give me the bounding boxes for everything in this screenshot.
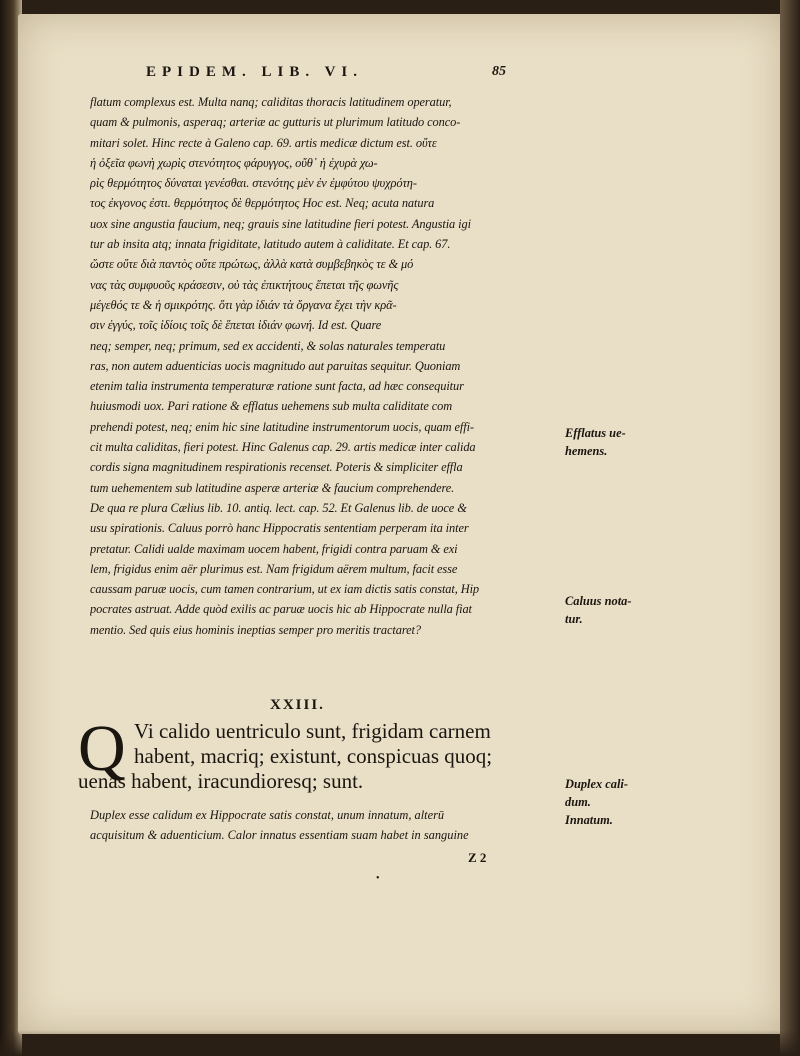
text-line: tum uehementem sub latitudine asperæ arteriæ & faucium comprehendere. — [90, 480, 455, 495]
text-line: De qua re plura Cælius lib. 10. antiq. lect. cap. 52. Et Galenus lib. de uoce & — [90, 500, 467, 515]
text-line: cordis signa magnitudinem respirationis recenset. Poteris & simpliciter effla — [90, 460, 463, 475]
ink-dot: • — [376, 873, 380, 884]
text-line: quam & pulmonis, asperaq; arteriæ ac gutturis ut plurimum latitudo conco- — [90, 115, 461, 130]
page-bottom-shadow — [0, 1030, 800, 1056]
aphorism-text — [78, 719, 564, 794]
text-line: neq; semper, neq; primum, sed ex accidenti, & solas naturales temperatu — [90, 338, 446, 353]
text-line: μέγεθός τε & ἡ σμικρότης. ὅτι γὰρ ἰδιάν τὰ ὄργανα ἔχει τὴν κρᾶ- — [90, 297, 397, 312]
text-line: mentio. Sed quis eius hominis ineptias semper pro meritis tractaret? — [90, 622, 421, 637]
margin-note-line: dum. — [565, 795, 591, 809]
page-edge — [780, 0, 800, 1056]
text-line: usu spirationis. Caluus porrò hanc Hippocratis sententiam perperam ita inter — [90, 521, 469, 536]
text-line: uox sine angustia faucium, neq; grauis sine latitudine fieri potest. Angustia igi — [90, 216, 471, 231]
drop-cap-initial: Q — [78, 712, 126, 785]
chapter-number: XXIII. — [270, 697, 325, 713]
margin-note-line: Caluus nota- — [565, 594, 632, 608]
text-line: etenim talia instrumenta temperaturæ ratione sunt facta, ad hæc consequitur — [90, 379, 464, 394]
margin-note-line: hemens. — [565, 444, 608, 458]
text-line: τος ἐκγονος ἐστι. θερμότητος δὲ θερμότητος Hoc est. Neq; acuta natura — [90, 196, 435, 211]
page-number: 85 — [492, 64, 506, 79]
margin-note-line: Duplex cali- — [565, 777, 628, 791]
text-line: cit multa caliditas, fieri potest. Hinc Galenus cap. 29. artis medicæ inter calida — [90, 440, 476, 455]
text-line: tur ab insita atq; innata frigiditate, latitudo autem à caliditate. Et cap. 67. — [90, 237, 451, 252]
text-line: acquisitum & aduenticium. Calor innatus essentiam suam habet in sanguine — [90, 828, 469, 843]
running-head: EPIDEM. LIB. VI. — [146, 64, 363, 80]
commentary-text — [90, 92, 560, 640]
signature-mark: Z 2 — [468, 850, 487, 865]
text-line: huiusmodi uox. Pari ratione & efflatus uehemens sub multa caliditate com — [90, 399, 453, 414]
margin-note-line: tur. — [565, 612, 583, 626]
margin-note — [565, 775, 685, 829]
text-line: mitari solet. Hinc recte à Galeno cap. 69. artis medicæ dictum est. οὔτε — [90, 135, 437, 150]
margin-note — [565, 592, 685, 628]
text-line: flatum complexus est. Multa nanq; caliditas thoracis latitudinem operatur, — [90, 95, 452, 109]
margin-note-line: Efflatus ue- — [565, 426, 626, 440]
text-line: prehendi potest, neq; enim hic sine latitudine instrumentorum uocis, quam effi- — [90, 419, 474, 434]
text-line: Duplex esse calidum ex Hippocrate satis constat, unum innatum, alterū — [90, 808, 445, 822]
margin-note — [565, 424, 685, 460]
text-line: caussam paruæ uocis, cum tamen contrarium, ut ex iam dictis satis constat, Hip — [90, 582, 480, 597]
text-line: lem, frigidus enim aër plurimus est. Nam frigidum aërem multum, facit esse — [90, 561, 458, 576]
text-line: pretatur. Calidi ualde maximam uocem habent, frigidi contra paruam & exi — [90, 541, 458, 556]
aphorism-line: uenas habent, iracundioresq; sunt. — [78, 769, 364, 793]
text-line: pocrates astruat. Adde quòd exilis ac paruæ uocis hic ab Hippocrate nulla fiat — [90, 602, 472, 617]
aphorism-line: habent, macriq; existunt, conspicuas quoq; — [134, 744, 493, 768]
text-line: νας τὰς συμφυοῦς κράσεσιν, οὐ τὰς ἐπικτήτους ἕπεται τῆς φωνῆς — [90, 277, 399, 292]
aphorism-line: Vi calido uentriculo sunt, frigidam carnem — [134, 719, 491, 743]
text-line: σιν ἐγγύς, τοῖς ἰδίοις τοῖς δὲ ἕπεται ἰδιάν φωνή. Id est. Quare — [90, 318, 382, 333]
margin-note-line: Innatum. — [565, 813, 613, 827]
text-line: ρὶς θερμότητος δύναται γενέσθαι. στενότης μὲν ἐν ἐμφύτου ψυχρότη- — [90, 176, 417, 191]
text-line: ὥστε οὔτε διὰ παντὸς οὔτε πρώτως, ἀλλὰ κατὰ συμβεβηκὸς τε & μό — [90, 257, 414, 272]
text-line: ἡ ὀξεῖα φωνὴ χωρὶς στενότητος φάρυγγος, οὔθ᾽ ἡ ἐχυρὰ χω- — [90, 155, 378, 170]
text-line: ras, non autem aduenticias uocis magnitudo aut paruitas sequitur. Quoniam — [90, 358, 461, 373]
commentary-text-continued — [90, 805, 560, 846]
